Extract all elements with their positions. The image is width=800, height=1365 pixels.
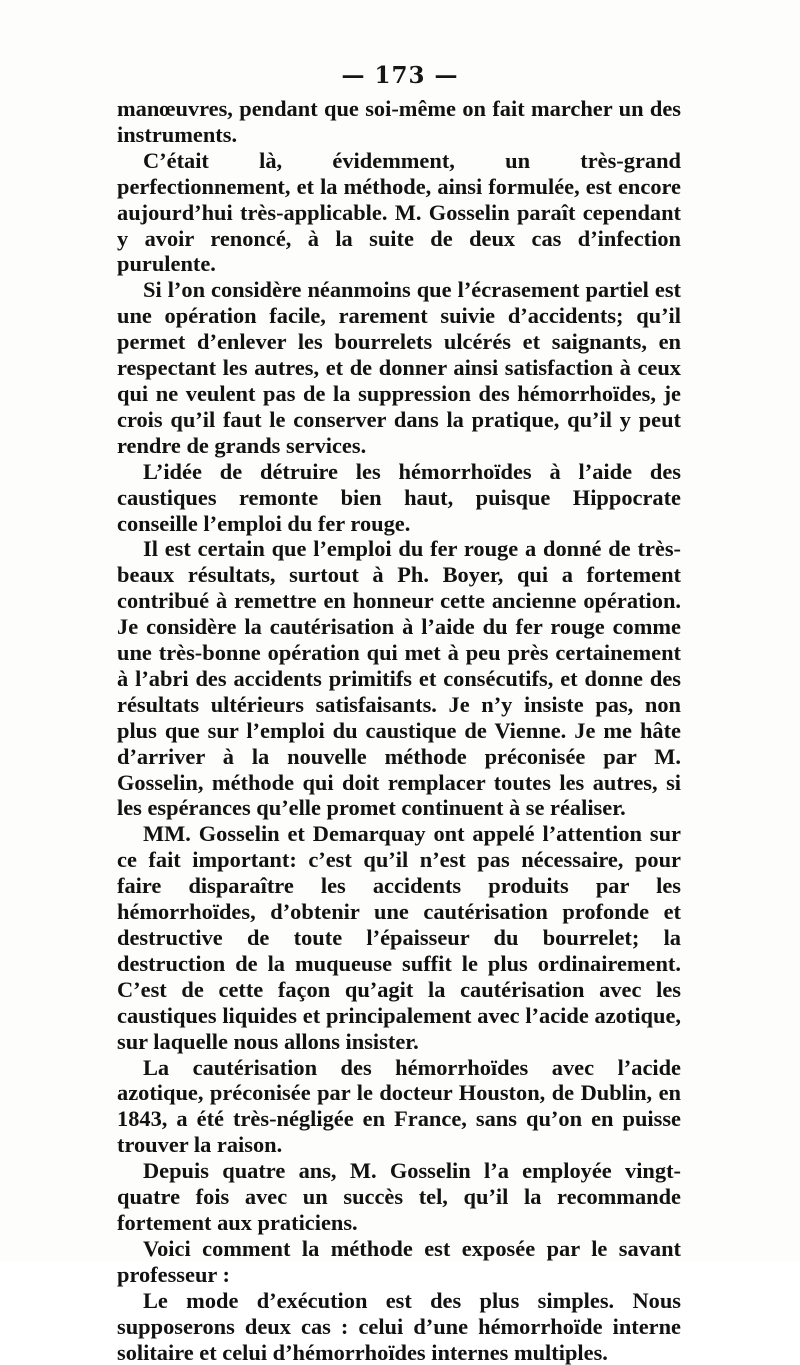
page-number: — 173 — (341, 62, 459, 89)
paragraph-continuation: manœuvres, pendant que soi-même on fait marcher un des instruments. (117, 96, 681, 147)
paragraph: MM. Gosselin et Demarquay ont appelé l’attention sur ce fait important: c’est qu’il n’est pas nécessaire, pour faire disparaître les accidents produits par les hémorrhoïdes, d’obtenir une cautérisation profonde et destructive de toute l’épaisseur du bourrelet; la destruction de la muqueuse suffit le plus ordinairement. C’est de cette façon qu’agit la cautérisation avec les caustiques liquides et principalement avec l’acide azotique, sur laquelle nous allons insister. (117, 821, 681, 1054)
paragraph: Voici comment la méthode est exposée par le savant professeur : (117, 1235, 681, 1287)
paragraph: Il est certain que l’emploi du fer rouge a donné de très-beaux résultats, surtout à Ph. Boyer, qui a fortement contribué à remettre en honneur cette ancienne opération. Je considère la cautérisation à l’aide du fer rouge comme une très-bonne opération qui met à peu près certainement à l’abri des accidents primitifs et consécutifs, et donne des résultats ultérieurs satisfaisants. Je n’y insiste pas, non plus que sur l’emploi du caustique de Vienne. Je me hâte d’arriver à la nouvelle méthode préconisée par M. Gosselin, méthode qui doit remplacer toutes les autres, si les espérances qu’elle promet continuent à se réaliser. (117, 536, 681, 821)
body-text (117, 96, 681, 1365)
paragraph: La cautérisation des hémorrhoïdes avec l’acide azotique, préconisée par le docteur Houston, de Dublin, en 1843, a été très-négligée en France, sans qu’on en puisse trouver la raison. (117, 1054, 681, 1158)
paragraph: C’était là, évidemment, un très-grand perfectionnement, et la méthode, ainsi formulée, est encore aujourd’hui très-applicable. M. Gosselin paraît cependant y avoir renoncé, à la suite de deux cas d’infection purulente. (117, 147, 681, 277)
paragraph: Si l’on considère néanmoins que l’écrasement partiel est une opération facile, rarement suivie d’accidents; qu’il permet d’enlever les bourrelets ulcérés et saignants, en respectant les autres, et de donner ainsi satisfaction à ceux qui ne veulent pas de la suppression des hémorrhoïdes, je crois qu’il faut le conserver dans la pratique, qu’il y peut rendre de grands services. (117, 277, 681, 458)
paragraph: Depuis quatre ans, M. Gosselin l’a employée vingt-quatre fois avec un succès tel, qu’il la recommande fortement aux praticiens. (117, 1158, 681, 1235)
paragraph: L’idée de détruire les hémorrhoïdes à l’aide des caustiques remonte bien haut, puisque Hippocrate conseille l’emploi du fer rouge. (117, 458, 681, 536)
paragraph: Le mode d’exécution est des plus simples. Nous supposerons deux cas : celui d’une hémorrhoïde interne solitaire et celui d’hémorrhoïdes internes multiples. (117, 1287, 681, 1365)
